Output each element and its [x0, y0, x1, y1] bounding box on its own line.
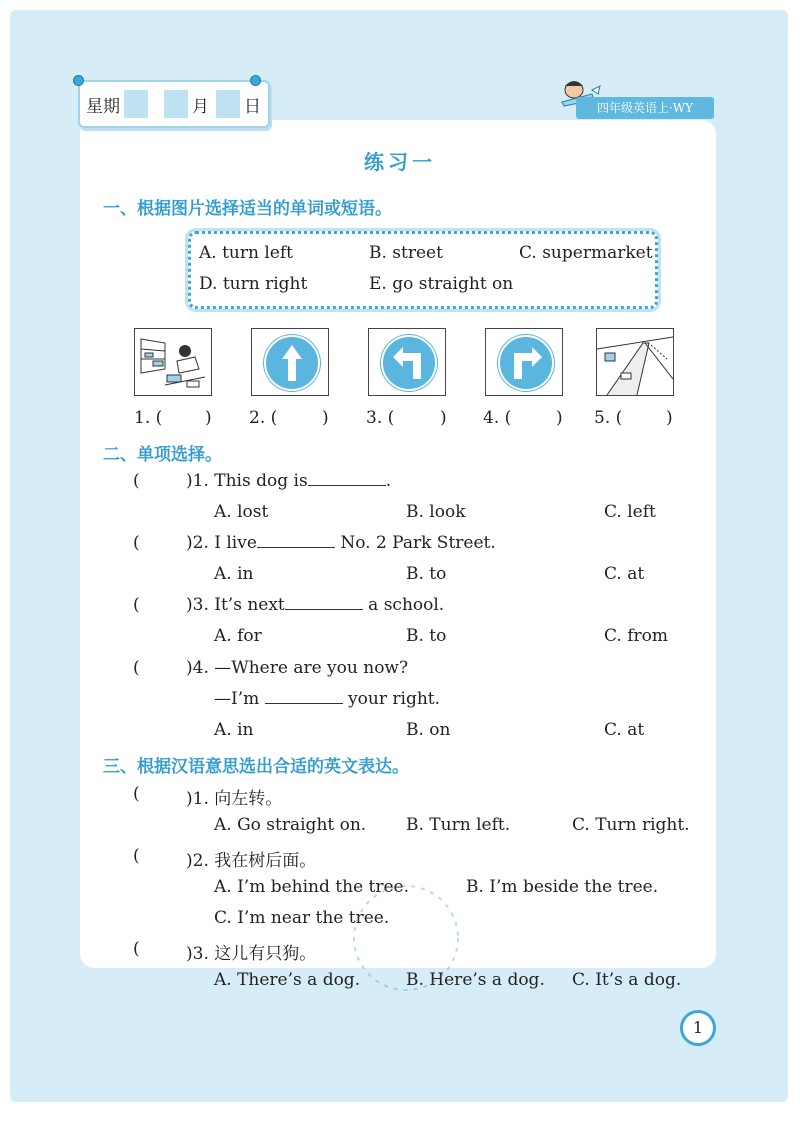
question-text [186, 595, 444, 615]
question-4-text: )4. —Where are you now? [186, 658, 409, 678]
choice-c: C. at [604, 564, 645, 584]
question-2-text: )2. I live [186, 533, 257, 553]
question-text [186, 471, 391, 491]
arrow-up-icon [266, 337, 318, 389]
month-label: 月 [192, 97, 209, 117]
section3-heading: 三、根据汉语意思选出合适的英文表达。 [103, 757, 409, 777]
choice-b: B. Here’s a dog. [406, 970, 545, 990]
choice-c: C. at [604, 720, 645, 740]
open-paren: ( [133, 846, 140, 866]
date-box [78, 80, 270, 128]
turn-right-arrow-icon [500, 337, 552, 389]
page-title: 练习一 [364, 150, 436, 174]
fill-blank[interactable] [265, 689, 343, 704]
section2-heading: 二、单项选择。 [103, 445, 222, 465]
street-scene-icon [135, 329, 211, 395]
open-paren: ( [133, 658, 140, 678]
picture-straight-sign [251, 328, 329, 396]
choice-a: A. in [214, 720, 254, 740]
option-e: E. go straight on [369, 274, 514, 294]
answer-slot-4-close: ) [556, 408, 563, 428]
open-paren: ( [133, 471, 140, 491]
picture-road [596, 328, 674, 396]
weekday-label: 星期 [86, 97, 120, 117]
sign-circle [498, 335, 554, 391]
turn-left-arrow-icon [383, 337, 435, 389]
open-paren: ( [133, 784, 140, 804]
choice-b: B. to [406, 564, 447, 584]
option-a: A. turn left [199, 243, 293, 263]
question-3-text: )3. It’s next [186, 595, 285, 615]
answer-slot-4[interactable]: 4. ( [483, 408, 512, 428]
question-text: )1. 向左转。 [186, 789, 283, 809]
choice-c: C. It’s a dog. [572, 970, 682, 990]
question-text [214, 689, 440, 709]
weekday-blank [124, 90, 148, 118]
question-1-end: . [385, 471, 392, 491]
open-paren: ( [133, 939, 140, 959]
word-bank [188, 231, 658, 309]
choice-a: A. There’s a dog. [214, 970, 361, 990]
month-blank [164, 90, 188, 118]
choice-b: B. Turn left. [406, 815, 511, 835]
answer-slot-1-close: ) [205, 408, 212, 428]
picture-street-scene [134, 328, 212, 396]
day-blank [216, 90, 240, 118]
open-paren: ( [133, 533, 140, 553]
answer-slot-3[interactable]: 3. ( [366, 408, 395, 428]
choice-a: A. Go straight on. [214, 815, 367, 835]
question-1-text: )1. This dog is [186, 471, 308, 491]
answer-slot-2-close: ) [322, 408, 329, 428]
section1-heading: 一、根据图片选择适当的单词或短语。 [103, 199, 392, 219]
question-3-end: a school. [368, 595, 445, 615]
picture-left-sign [368, 328, 446, 396]
question-text: )3. 这儿有只狗。 [186, 944, 317, 964]
choice-b: B. look [406, 502, 466, 522]
day-label: 日 [244, 97, 261, 117]
choice-c: C. from [604, 626, 668, 646]
watermark-stamp-icon [346, 878, 466, 998]
open-paren: ( [133, 595, 140, 615]
choice-a: A. for [214, 626, 262, 646]
sign-circle [381, 335, 437, 391]
choice-c: C. I’m near the tree. [214, 908, 390, 928]
picture-right-sign [485, 328, 563, 396]
fill-blank[interactable] [308, 471, 386, 486]
answer-slot-1[interactable]: 1. ( [134, 408, 163, 428]
fill-blank[interactable] [257, 533, 335, 548]
question-4-reply: —I’m [214, 689, 260, 709]
question-4-end: your right. [348, 689, 441, 709]
book-label: 四年级英语上·WY [576, 97, 714, 119]
answer-slot-5[interactable]: 5. ( [594, 408, 623, 428]
pin-dot-left [73, 75, 84, 86]
option-d: D. turn right [199, 274, 308, 294]
page-number: 1 [680, 1010, 716, 1046]
question-2-end: No. 2 Park Street. [340, 533, 496, 553]
choice-b: B. on [406, 720, 451, 740]
sign-circle [264, 335, 320, 391]
choice-a: A. lost [214, 502, 269, 522]
question-text [186, 533, 496, 553]
question-text: )2. 我在树后面。 [186, 851, 317, 871]
choice-b: B. to [406, 626, 447, 646]
answer-slot-2[interactable]: 2. ( [249, 408, 278, 428]
option-c: C. supermarket [519, 243, 653, 263]
road-icon [597, 329, 673, 395]
pin-dot-right [250, 75, 261, 86]
choice-a: A. in [214, 564, 254, 584]
answer-slot-3-close: ) [440, 408, 447, 428]
answer-slot-5-close: ) [666, 408, 673, 428]
choice-c: C. left [604, 502, 656, 522]
choice-b: B. I’m beside the tree. [466, 877, 659, 897]
fill-blank[interactable] [285, 595, 363, 610]
option-b: B. street [369, 243, 443, 263]
choice-c: C. Turn right. [572, 815, 690, 835]
choice-a: A. I’m behind the tree. [214, 877, 410, 897]
